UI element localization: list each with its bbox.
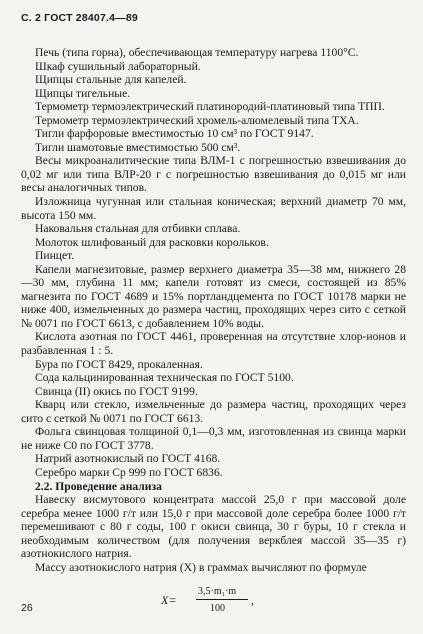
paragraph: Щипцы стальные для капелей. bbox=[35, 73, 187, 87]
page-number: 26 bbox=[21, 602, 33, 614]
body-text bbox=[21, 46, 406, 574]
paragraph: Бура по ГОСТ 8429, прокаленная. bbox=[35, 357, 203, 371]
paragraph: Термометр термоэлектрический хромель-алюмелевый типа ТХА. bbox=[35, 113, 359, 127]
paragraph: Тигли фарфоровые вместимостью 10 см³ по ГОСТ 9147. bbox=[35, 127, 314, 141]
paragraph: Пинцет. bbox=[35, 249, 75, 263]
procedure-paragraph: Навеску висмутового концентрата массой 25,0 г при массовой доле серебра менее 1000 г/т или 15,0 г при массовой доле серебра более 1000 г/т перемешивают с 80 г соды, 100 г окиси свинца, 30 г буры, 10 г стекла и необходимым количеством (для получения веркблея массой 35—35 г) азотнокислого натрия. bbox=[21, 493, 406, 561]
paragraph: Серебро марки Ср 999 по ГОСТ 6836. bbox=[35, 465, 223, 479]
formula-lhs: X= bbox=[161, 593, 177, 607]
paragraph: Свинца (II) окись по ГОСТ 9199. bbox=[35, 384, 198, 398]
formula-comma: , bbox=[251, 593, 254, 607]
paragraph: Весы микроаналитические типа ВЛМ-1 с погрешностью взвешивания до 0,02 мг или типа ВЛР-20 г с погрешностью взвешивания до 0,015 мг или весы аналогичных типов. bbox=[21, 154, 406, 195]
paragraph: Фольга свинцовая толщиной 0,1—0,3 мм, изготовленная из свинца марки не ниже С0 по ГОСТ 3778. bbox=[21, 425, 406, 452]
page-header: С. 2 ГОСТ 28407.4—89 bbox=[21, 12, 138, 24]
paragraph: Натрий азотнокислый по ГОСТ 4168. bbox=[35, 452, 221, 466]
paragraph: Молоток шлифованый для расковки корольков. bbox=[35, 235, 269, 249]
paragraph: Сода кальцинированная техническая по ГОСТ 5100. bbox=[35, 371, 294, 385]
paragraph: Тигли шамотовые вместимостью 500 см³. bbox=[35, 140, 241, 154]
paragraph: Изложница чугунная или стальная коническая; верхний диаметр 70 мм, высота 150 мм. bbox=[21, 195, 406, 222]
mass-formula bbox=[0, 586, 423, 622]
fraction-bar bbox=[196, 599, 248, 600]
paragraph: Капели магнезитовые, размер верхнего диаметра 35—38 мм, нижнего 28—30 мм, глубина 11 мм; капели готовят из смеси, состоящей из 85% магнезита по ГОСТ 4689 и 15% портландцемента по ГОСТ 10178 марки не ниже 400, измельченных до размера частиц, проходящих через сито с сеткой № 0071 по ГОСТ 6613, с добавлением 10% воды. bbox=[21, 262, 406, 330]
formula-denominator: 100 bbox=[210, 603, 225, 614]
paragraph: Печь (типа горна), обеспечивающая температуру нагрева 1100°С. bbox=[35, 46, 359, 59]
paragraph: Щипцы тигельные. bbox=[35, 86, 131, 100]
paragraph: Шкаф сушильный лабораторный. bbox=[35, 59, 201, 73]
paragraph: Наковальня стальная для отбивки сплава. bbox=[35, 222, 241, 236]
paragraph: Кварц или стекло, измельченные до размера частиц, проходящих через сито с сеткой № 0071 по ГОСТ 6613. bbox=[21, 398, 406, 425]
section-heading: 2.2. Проведение анализа bbox=[35, 479, 162, 493]
paragraph: Кислота азотная по ГОСТ 4461, проверенная на отсутствие хлор-ионов и разбавленная 1 : 5. bbox=[21, 330, 406, 358]
formula-intro: Массу азотнокислого натрия (X) в граммах вычисляют по формуле bbox=[35, 560, 367, 574]
paragraph: Термометр термоэлектрический платинородий-платиновый типа ТПП. bbox=[35, 100, 385, 114]
formula-numerator: 3,5·m₁·m bbox=[198, 586, 237, 597]
